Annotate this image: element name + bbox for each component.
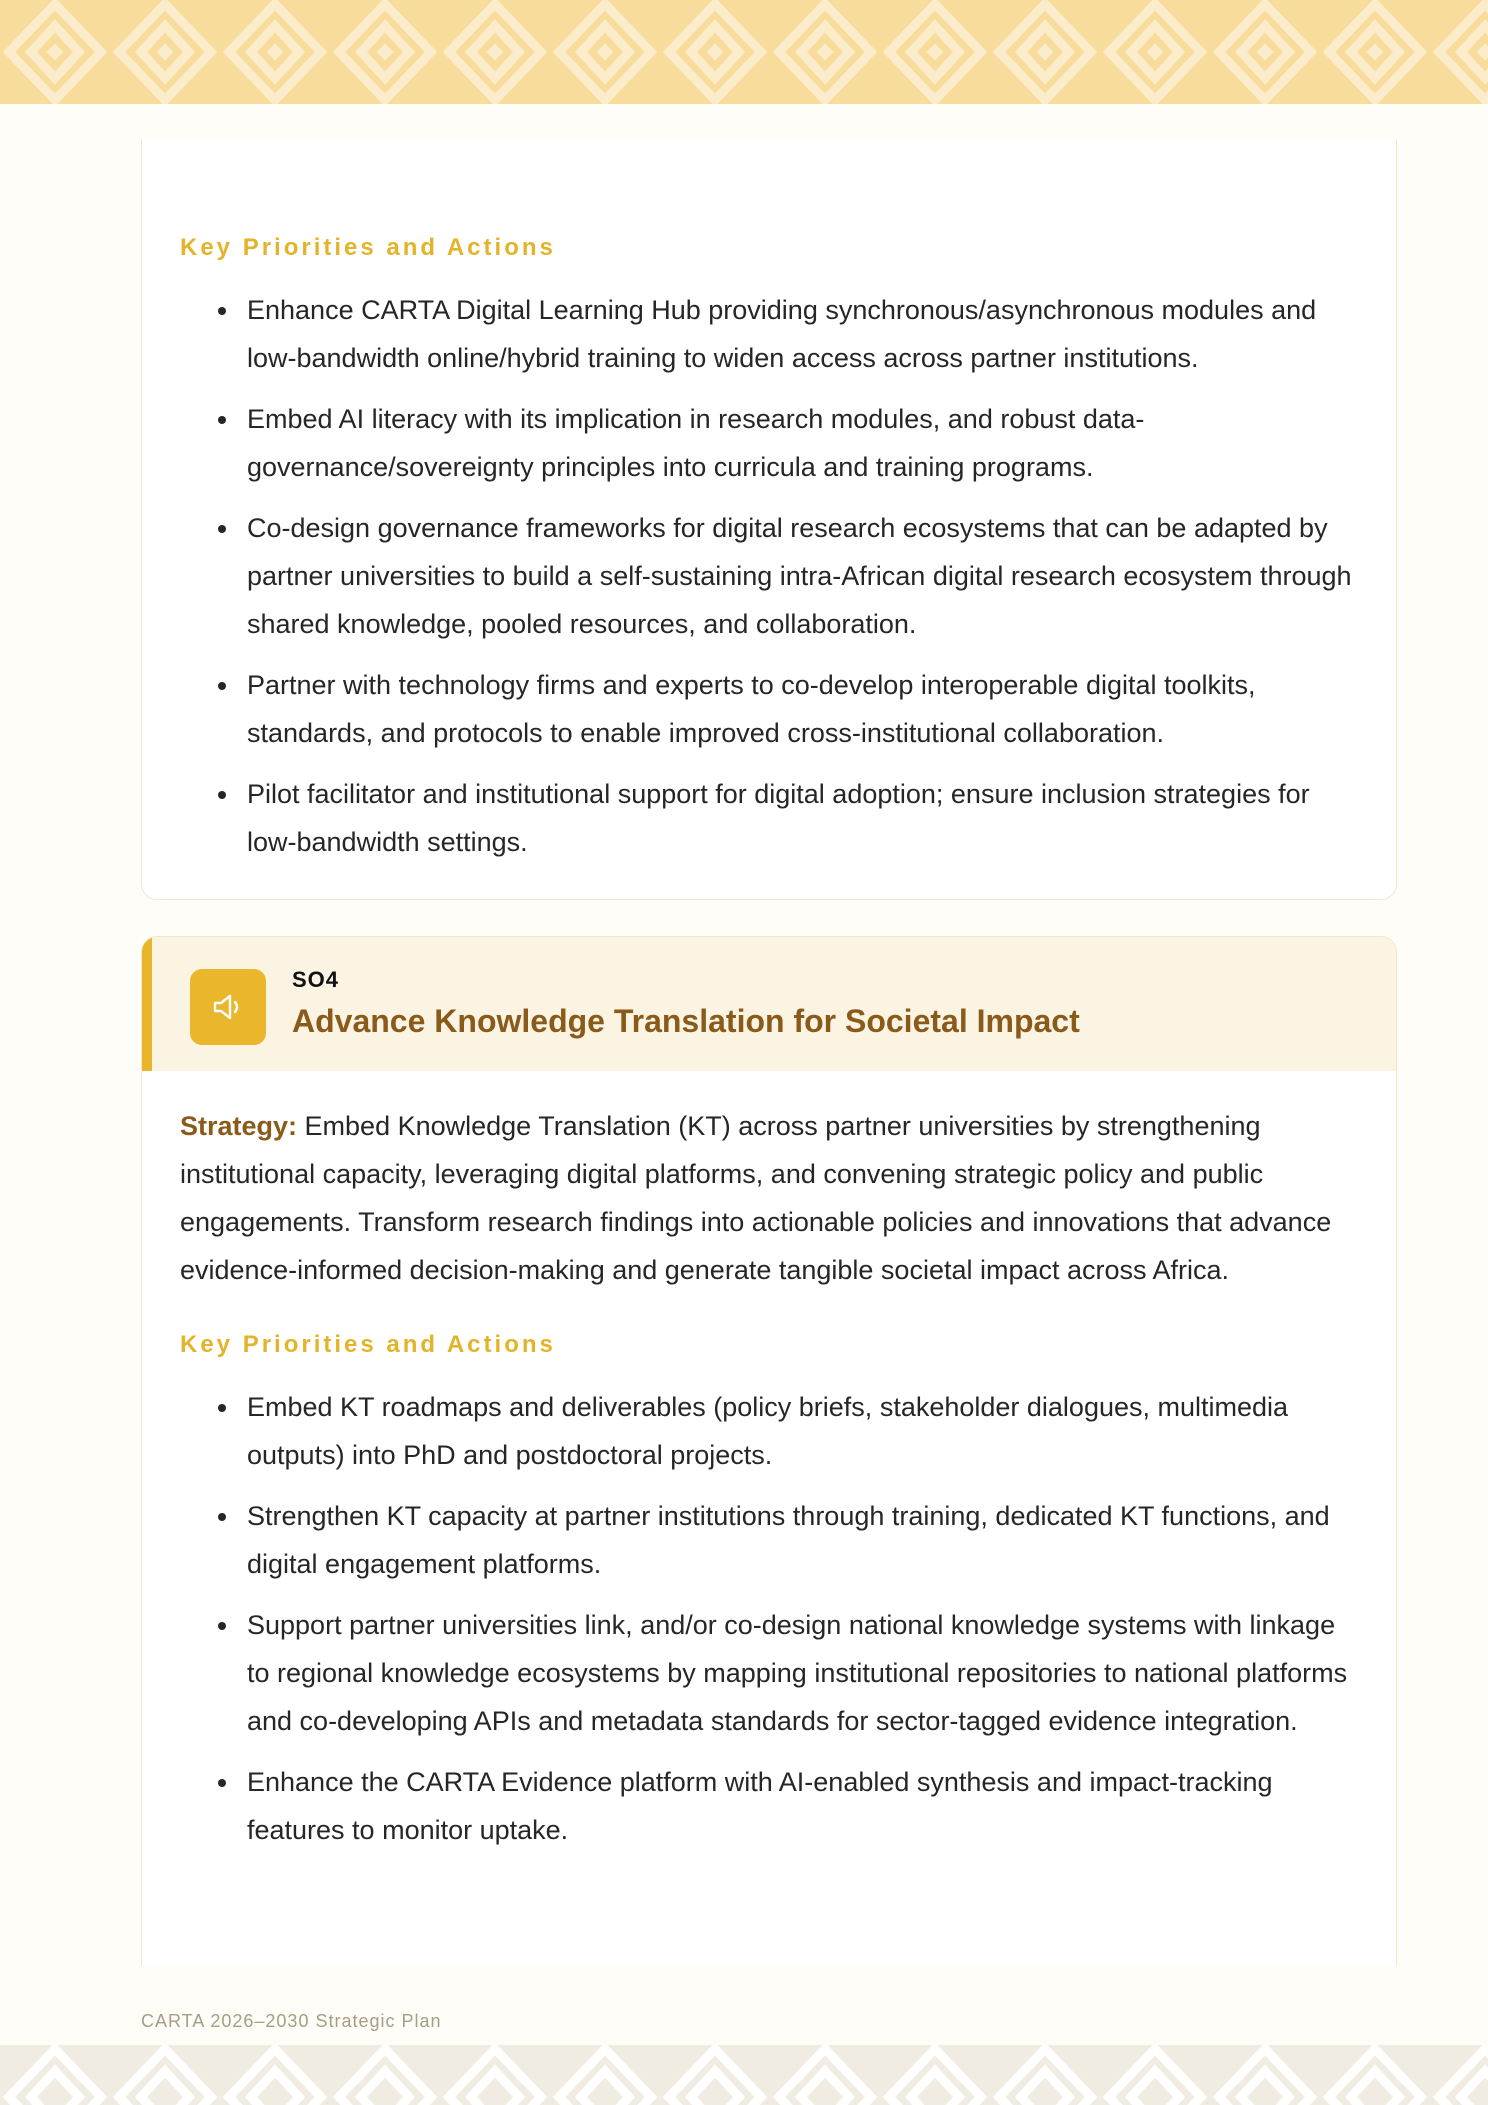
top-pattern [0,0,1488,104]
key-priorities-heading: Key Priorities and Actions [180,1331,556,1358]
list-item: Support partner universities link, and/or co-design national knowledge systems with linkage to regional knowledge ecosystems by mapping institutional repositories to national platforms and co-developing APIs and metadata standards for sector-tagged evidence integration. [180,1601,1360,1745]
strategy-paragraph [180,1102,1360,1294]
objective-header [142,937,1396,1071]
bottom-pattern [0,2045,1488,2105]
objective-card-previous [141,140,1397,900]
strategy-label: Strategy: [180,1111,298,1141]
priority-list [180,1383,1360,1867]
list-item: Enhance the CARTA Evidence platform with AI-enabled synthesis and impact-tracking features to monitor uptake. [180,1758,1360,1854]
list-item: Pilot facilitator and institutional support for digital adoption; ensure inclusion strategies for low-bandwidth settings. [180,770,1360,866]
list-item: Co-design governance frameworks for digital research ecosystems that can be adapted by partner universities to build a self-sustaining intra-African digital research ecosystem through shared knowledge, pooled resources, and collaboration. [180,504,1360,648]
megaphone-icon [190,969,266,1045]
list-item: Embed KT roadmaps and deliverables (policy briefs, stakeholder dialogues, multimedia outputs) into PhD and postdoctoral projects. [180,1383,1360,1479]
list-item: Enhance CARTA Digital Learning Hub providing synchronous/asynchronous modules and low-bandwidth online/hybrid training to widen access across partner institutions. [180,286,1360,382]
bottom-decorative-band [0,2045,1488,2105]
key-priorities-heading: Key Priorities and Actions [180,234,556,261]
list-item: Strengthen KT capacity at partner institutions through training, dedicated KT functions, and digital engagement platforms. [180,1492,1360,1588]
objective-title: Advance Knowledge Translation for Societal Impact [292,1003,1080,1039]
list-item: Embed AI literacy with its implication in research modules, and robust data-governance/sovereignty principles into curricula and training programs. [180,395,1360,491]
list-item: Partner with technology firms and experts to co-develop interoperable digital toolkits, standards, and protocols to enable improved cross-institutional collaboration. [180,661,1360,757]
objective-code: SO4 [292,967,340,992]
objective-card-so4 [141,936,1397,1966]
footer-text: CARTA 2026–2030 Strategic Plan [141,2011,442,2031]
priority-list [180,286,1360,879]
strategy-text: Embed Knowledge Translation (KT) across partner universities by strengthening institutional capacity, leveraging digital platforms, and convening strategic policy and public engagements. Transform research findings into actionable policies and innovations that advance evidence-informed decision-making and generate tangible societal impact across Africa. [180,1111,1332,1285]
top-decorative-band [0,0,1488,104]
